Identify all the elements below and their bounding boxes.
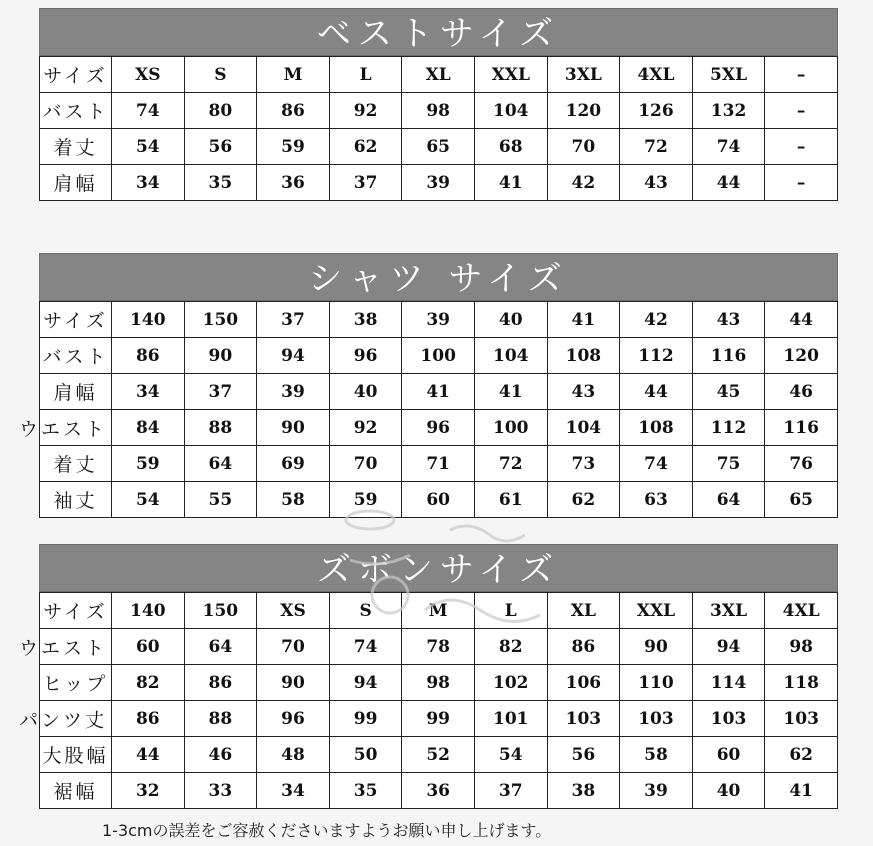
table-cell: 44 <box>112 737 185 773</box>
row-label-text: 裾幅 <box>53 781 98 803</box>
table-cell: 60 <box>112 629 185 665</box>
table-cell: 39 <box>402 165 475 201</box>
table-cell: 55 <box>184 482 257 518</box>
table-cell: 58 <box>257 482 330 518</box>
table-cell: XXL <box>620 593 693 629</box>
table-cell: 58 <box>620 737 693 773</box>
table-row <box>40 338 838 374</box>
row-label-text: ウエスト <box>18 418 107 440</box>
pants-size-table <box>18 592 838 809</box>
row-label <box>40 737 112 773</box>
table-cell: 64 <box>184 446 257 482</box>
table-cell: 56 <box>547 737 620 773</box>
table-cell: 114 <box>692 665 765 701</box>
table-cell: L <box>474 593 547 629</box>
table-row <box>40 93 838 129</box>
row-label-text: 着丈 <box>53 454 98 476</box>
table-cell: 100 <box>402 338 475 374</box>
table-cell: 100 <box>474 410 547 446</box>
table-cell: 69 <box>257 446 330 482</box>
table-cell: 56 <box>184 129 257 165</box>
table-cell: 86 <box>184 665 257 701</box>
table-cell: 43 <box>692 302 765 338</box>
table-cell: 65 <box>402 129 475 165</box>
table-cell: 62 <box>329 129 402 165</box>
table-row <box>40 701 838 737</box>
vest-size-table <box>39 56 838 201</box>
row-label-text: サイズ <box>43 310 108 332</box>
table-cell: 106 <box>547 665 620 701</box>
table-cell: 120 <box>547 93 620 129</box>
table-row <box>40 57 838 93</box>
table-cell: 5XL <box>692 57 765 93</box>
table-cell: 74 <box>692 129 765 165</box>
table-cell: S <box>184 57 257 93</box>
row-label-text: ウエスト <box>18 637 107 659</box>
table-cell: 41 <box>765 773 838 809</box>
table-cell: 140 <box>112 593 185 629</box>
row-label <box>18 629 112 665</box>
table-cell: 74 <box>620 446 693 482</box>
row-label <box>40 773 112 809</box>
table-cell: 44 <box>765 302 838 338</box>
table-cell: 104 <box>474 338 547 374</box>
table-cell: 74 <box>329 629 402 665</box>
table-cell: 101 <box>474 701 547 737</box>
table-cell: 90 <box>620 629 693 665</box>
table-cell: 118 <box>765 665 838 701</box>
vest-size-title: ベストサイズ <box>39 8 838 56</box>
table-cell: 32 <box>112 773 185 809</box>
row-label <box>40 165 112 201</box>
table-row <box>40 482 838 518</box>
table-cell: 41 <box>474 165 547 201</box>
table-cell: 96 <box>257 701 330 737</box>
table-row <box>40 629 838 665</box>
table-cell: – <box>765 93 838 129</box>
table-cell: 116 <box>765 410 838 446</box>
table-cell: 64 <box>184 629 257 665</box>
table-cell: 72 <box>620 129 693 165</box>
table-row <box>40 129 838 165</box>
table-cell: 86 <box>257 93 330 129</box>
table-cell: 40 <box>474 302 547 338</box>
pants-size-section <box>18 544 838 809</box>
table-cell: 59 <box>329 482 402 518</box>
table-cell: 46 <box>765 374 838 410</box>
table-cell: XL <box>547 593 620 629</box>
row-label <box>40 374 112 410</box>
table-cell: 3XL <box>692 593 765 629</box>
table-cell: 54 <box>112 482 185 518</box>
table-cell: 35 <box>184 165 257 201</box>
table-cell: 82 <box>112 665 185 701</box>
table-row <box>40 593 838 629</box>
table-cell: 104 <box>474 93 547 129</box>
table-cell: 42 <box>620 302 693 338</box>
row-label-text: ヒップ <box>42 673 109 695</box>
table-cell: 33 <box>184 773 257 809</box>
table-row <box>40 302 838 338</box>
table-cell: 86 <box>547 629 620 665</box>
table-cell: 34 <box>112 374 185 410</box>
table-cell: 98 <box>765 629 838 665</box>
table-cell: 84 <box>112 410 185 446</box>
table-cell: 59 <box>112 446 185 482</box>
table-cell: 116 <box>692 338 765 374</box>
table-cell: 39 <box>257 374 330 410</box>
table-cell: 108 <box>620 410 693 446</box>
table-cell: 70 <box>329 446 402 482</box>
table-cell: 40 <box>692 773 765 809</box>
table-cell: XXL <box>474 57 547 93</box>
table-cell: 61 <box>474 482 547 518</box>
table-cell: 99 <box>402 701 475 737</box>
vest-size-section <box>39 8 838 201</box>
table-cell: 63 <box>620 482 693 518</box>
table-cell: 150 <box>184 302 257 338</box>
table-cell: 90 <box>257 410 330 446</box>
table-row <box>40 446 838 482</box>
table-cell: 110 <box>620 665 693 701</box>
row-label <box>40 93 112 129</box>
table-cell: 92 <box>329 410 402 446</box>
table-cell: 37 <box>257 302 330 338</box>
table-cell: 59 <box>257 129 330 165</box>
table-cell: 71 <box>402 446 475 482</box>
table-cell: 3XL <box>547 57 620 93</box>
row-label-text: 着丈 <box>53 137 98 159</box>
table-cell: 140 <box>112 302 185 338</box>
table-cell: 37 <box>474 773 547 809</box>
table-cell: 40 <box>329 374 402 410</box>
table-cell: 60 <box>402 482 475 518</box>
row-label <box>40 302 112 338</box>
table-cell: 72 <box>474 446 547 482</box>
table-cell: 78 <box>402 629 475 665</box>
table-cell: 62 <box>547 482 620 518</box>
table-row <box>40 665 838 701</box>
table-row <box>40 773 838 809</box>
table-cell: L <box>329 57 402 93</box>
row-label <box>40 129 112 165</box>
table-cell: 76 <box>765 446 838 482</box>
table-cell: 39 <box>620 773 693 809</box>
table-cell: 42 <box>547 165 620 201</box>
row-label-text: 肩幅 <box>53 382 98 404</box>
shirt-size-section <box>18 253 838 518</box>
table-cell: 4XL <box>620 57 693 93</box>
row-label-text: 肩幅 <box>53 173 98 195</box>
table-cell: 150 <box>184 593 257 629</box>
table-cell: 43 <box>547 374 620 410</box>
table-cell: 112 <box>692 410 765 446</box>
table-cell: 41 <box>547 302 620 338</box>
table-cell: 37 <box>329 165 402 201</box>
table-cell: – <box>765 57 838 93</box>
table-cell: 65 <box>765 482 838 518</box>
table-cell: 36 <box>402 773 475 809</box>
table-cell: 92 <box>329 93 402 129</box>
table-cell: 75 <box>692 446 765 482</box>
row-label <box>40 665 112 701</box>
row-label-text: サイズ <box>43 65 108 87</box>
tolerance-note: 1-3cmの誤差をご容赦くださいますようお願い申し上げます。 <box>102 821 552 840</box>
table-cell: 43 <box>620 165 693 201</box>
table-cell: 98 <box>402 665 475 701</box>
table-cell: 86 <box>112 338 185 374</box>
row-label-text: パンツ丈 <box>18 709 107 731</box>
table-cell: 54 <box>474 737 547 773</box>
table-cell: 44 <box>620 374 693 410</box>
table-cell: 80 <box>184 93 257 129</box>
table-cell: – <box>765 129 838 165</box>
table-cell: 103 <box>692 701 765 737</box>
table-cell: 62 <box>765 737 838 773</box>
table-cell: S <box>329 593 402 629</box>
table-cell: 104 <box>547 410 620 446</box>
row-label-text: 袖丈 <box>53 490 98 512</box>
table-cell: 38 <box>547 773 620 809</box>
table-row <box>40 374 838 410</box>
row-label <box>40 338 112 374</box>
table-cell: 34 <box>112 165 185 201</box>
table-cell: 52 <box>402 737 475 773</box>
table-cell: XL <box>402 57 475 93</box>
table-row <box>40 165 838 201</box>
table-cell: 74 <box>112 93 185 129</box>
table-cell: 4XL <box>765 593 838 629</box>
table-cell: 108 <box>547 338 620 374</box>
table-cell: 38 <box>329 302 402 338</box>
table-cell: 88 <box>184 701 257 737</box>
row-label <box>18 701 112 737</box>
row-label-text: サイズ <box>43 601 108 623</box>
row-label <box>40 446 112 482</box>
table-cell: 94 <box>257 338 330 374</box>
table-cell: 103 <box>620 701 693 737</box>
shirt-size-table <box>18 301 838 518</box>
table-cell: 41 <box>474 374 547 410</box>
table-cell: 41 <box>402 374 475 410</box>
table-cell: 94 <box>692 629 765 665</box>
table-cell: 88 <box>184 410 257 446</box>
row-label <box>40 57 112 93</box>
table-cell: 34 <box>257 773 330 809</box>
table-cell: 86 <box>112 701 185 737</box>
table-cell: 102 <box>474 665 547 701</box>
row-label-text: バスト <box>42 346 109 368</box>
table-cell: 48 <box>257 737 330 773</box>
table-cell: 73 <box>547 446 620 482</box>
row-label-text: バスト <box>42 101 109 123</box>
table-cell: 90 <box>184 338 257 374</box>
table-cell: 37 <box>184 374 257 410</box>
table-cell: 94 <box>329 665 402 701</box>
table-cell: 68 <box>474 129 547 165</box>
table-cell: 82 <box>474 629 547 665</box>
table-cell: XS <box>112 57 185 93</box>
row-label <box>40 593 112 629</box>
table-cell: 96 <box>402 410 475 446</box>
table-cell: 103 <box>547 701 620 737</box>
table-cell: 60 <box>692 737 765 773</box>
table-cell: 98 <box>402 93 475 129</box>
table-cell: 39 <box>402 302 475 338</box>
pants-size-title: ズボンサイズ <box>39 544 838 592</box>
table-cell: 70 <box>547 129 620 165</box>
table-cell: 126 <box>620 93 693 129</box>
table-cell: 46 <box>184 737 257 773</box>
row-label <box>40 482 112 518</box>
table-row <box>40 737 838 773</box>
table-cell: 99 <box>329 701 402 737</box>
row-label <box>18 410 112 446</box>
table-cell: 120 <box>765 338 838 374</box>
table-cell: 50 <box>329 737 402 773</box>
table-cell: XS <box>257 593 330 629</box>
table-cell: M <box>257 57 330 93</box>
table-cell: 36 <box>257 165 330 201</box>
table-cell: 90 <box>257 665 330 701</box>
table-cell: – <box>765 165 838 201</box>
table-row <box>40 410 838 446</box>
table-cell: 132 <box>692 93 765 129</box>
table-cell: 54 <box>112 129 185 165</box>
table-cell: M <box>402 593 475 629</box>
table-cell: 45 <box>692 374 765 410</box>
table-cell: 112 <box>620 338 693 374</box>
table-cell: 103 <box>765 701 838 737</box>
table-cell: 64 <box>692 482 765 518</box>
table-cell: 35 <box>329 773 402 809</box>
table-cell: 96 <box>329 338 402 374</box>
table-cell: 70 <box>257 629 330 665</box>
shirt-size-title: シャツ サイズ <box>39 253 838 301</box>
row-label-text: 大股幅 <box>42 745 109 767</box>
table-cell: 44 <box>692 165 765 201</box>
